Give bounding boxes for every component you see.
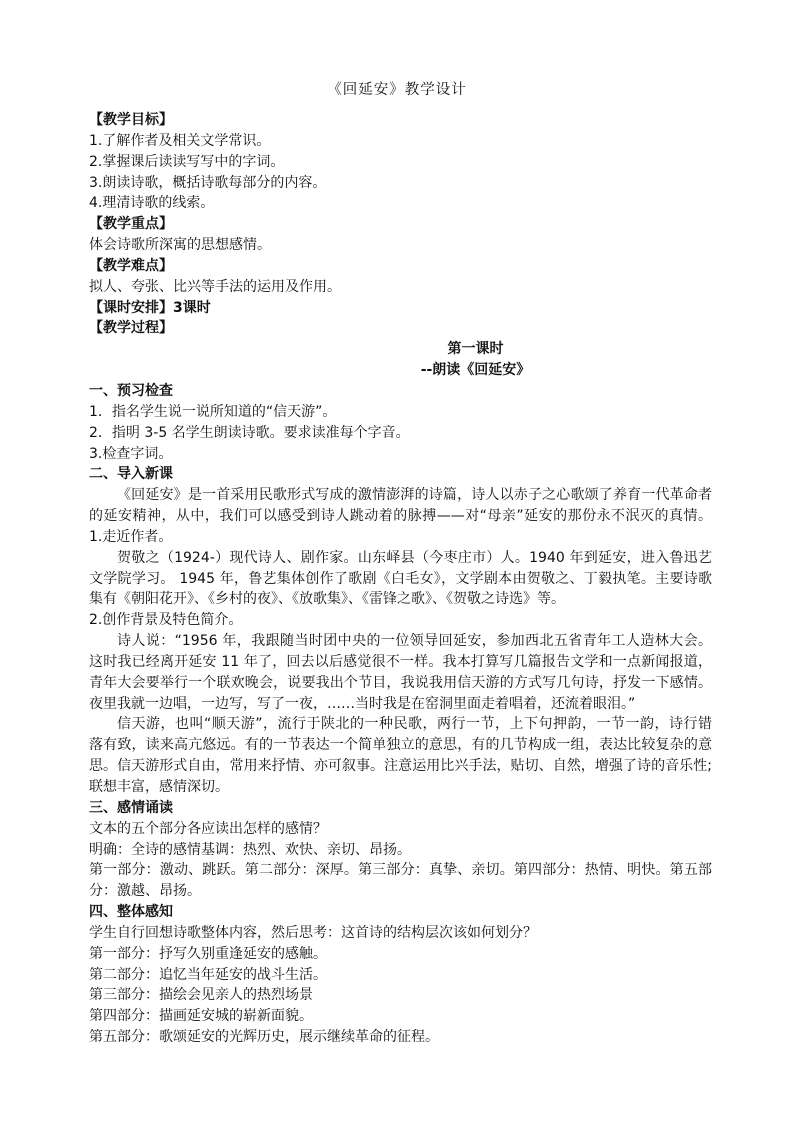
text-line: 3.朗读诗歌，概括诗歌每部分的内容。: [89, 174, 327, 191]
text-line: 2.创作背景及特色简介。: [89, 612, 243, 629]
text-line: 1．指名学生说一说所知道的“信天游”。: [89, 403, 337, 420]
text-line: 文本的五个部分各应读出怎样的感情？: [89, 820, 327, 837]
text-line: 1.了解作者及相关文学常识。: [89, 132, 271, 149]
text-line: 第三部分：描绘会见亲人的热烈场景: [89, 987, 313, 1004]
document-body: [89, 110, 712, 1048]
lesson-heading: --朗读《回延安》: [420, 362, 531, 379]
text-line: 文学院学习。 1945 年，鲁艺集体创作了歌剧《白毛女》，文学剧本由贺敬之、丁毅执笔。主要诗歌: [89, 570, 712, 587]
text-line: 诗人说：“1956 年，我跟随当时团中央的一位领导回延安，参加西北五省青年工人造林大会。: [117, 633, 712, 650]
text-line: 第四部分：描画延安城的崭新面貌。: [89, 1008, 313, 1025]
text-line: 集有《朝阳花开》、《乡村的夜》、《放歌集》、《雷锋之歌》、《贺敬之诗选》等。: [89, 591, 565, 608]
text-line: 学生自行回想诗歌整体内容，然后思考：这首诗的结构层次该如何划分？: [89, 924, 537, 941]
section-heading: 【教学过程】: [89, 320, 173, 337]
section-heading: 二、导入新课: [89, 466, 173, 483]
text-line: 3.检查字词。: [89, 445, 173, 462]
text-line: 第一部分：激动、跳跃。第二部分：深厚。第三部分：真挚、亲切。第四部分：热情、明快。第五部: [89, 862, 712, 879]
text-line: 第二部分：追忆当年延安的战斗生活。: [89, 966, 327, 983]
text-line: 贺敬之（1924-）现代诗人、剧作家。山东峄县（今枣庄市）人。1940 年到延安，进入鲁迅艺: [117, 549, 712, 566]
section-heading: 三、感情诵读: [89, 799, 173, 816]
section-heading: 【教学难点】: [89, 257, 173, 274]
text-line: 夜里我就一边唱，一边写，写了一夜，……当时我是在窑洞里面走着唱着，还流着眼泪。”: [89, 695, 636, 712]
text-line: 联想丰富，感情深切。: [89, 779, 229, 795]
text-line: 2.掌握课后读读写写中的字词。: [89, 153, 285, 170]
section-heading: 【教学重点】: [89, 216, 173, 233]
text-line: 分：激越、昂扬。: [89, 883, 201, 900]
text-line: 明确：全诗的感情基调：热烈、欢快、亲切、昂扬。: [89, 841, 411, 858]
text-line: 第五部分：歌颂延安的光辉历史，展示继续革命的征程。: [89, 1029, 439, 1046]
section-heading: 一、预习检查: [89, 382, 173, 399]
text-line: 青年大会要举行一个联欢晚会，说要我出个节目，我说我用信天游的方式写几句诗，抒发一下感情。: [89, 674, 712, 691]
section-heading: 【教学目标】: [89, 112, 173, 128]
section-heading: 【课时安排】3课时: [89, 299, 211, 316]
text-line: 的延安精神，从中，我们可以感受到诗人跳动着的脉搏——对“母亲”延安的那份永不泯灭的真情。: [89, 508, 712, 525]
text-line: 思。信天游形式自由，常用来抒情、亦可叙事。注意运用比兴手法，贴切、自然，增强了诗的音乐性;: [89, 758, 712, 775]
text-line: 4.理清诗歌的线索。: [89, 195, 215, 212]
text-line: 信天游，也叫“顺天游”，流行于陕北的一种民歌，两行一节，上下句押韵，一节一韵，诗行错: [117, 716, 712, 733]
text-line: 第一部分：抒写久别重逢延安的感触。: [89, 945, 327, 962]
text-line: 体会诗歌所深寓的思想感情。: [89, 237, 271, 254]
text-line: 2．指明 3-5 名学生朗读诗歌。要求读准每个字音。: [89, 424, 410, 441]
text-line: 落有致，读来高亢悠远。有的一节表达一个简单独立的意思，有的几节构成一组，表达比较复杂的意: [89, 737, 712, 754]
lesson-heading: 第一课时: [447, 341, 504, 358]
section-heading: 四、整体感知: [89, 904, 173, 921]
text-line: 拟人、夸张、比兴等手法的运用及作用。: [89, 278, 341, 295]
text-line: 1.走近作者。: [89, 528, 173, 545]
text-line: 这时我已经离开延安 11 年了，回去以后感觉很不一样。我本打算写几篇报告文学和一点新闻报道，: [89, 653, 712, 670]
text-line: 《回延安》是一首采用民歌形式写成的激情澎湃的诗篇，诗人以赤子之心歌颂了养育一代革命者: [117, 487, 712, 504]
document-title: 《回延安》教学设计: [327, 82, 467, 98]
